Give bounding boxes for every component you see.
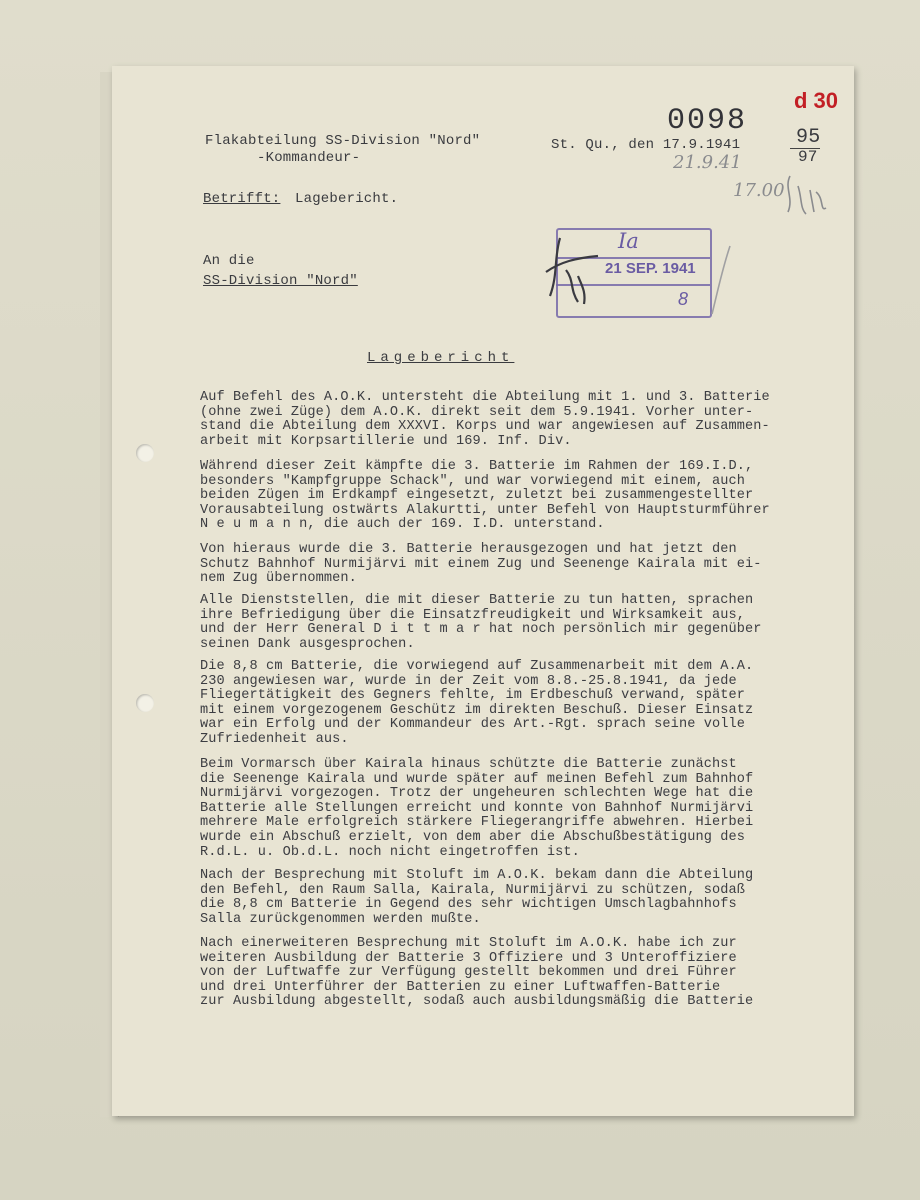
- text-line: mehrere Male erfolgreich stärkere Fliegerangriffe abwehren. Hierbei: [200, 815, 754, 831]
- text-line: beiden Zügen im Erdkampf eingesetzt, zuletzt bei zusammengestellter: [200, 488, 754, 504]
- sender-unit: Flakabteilung SS-Division "Nord": [205, 133, 481, 149]
- page-number-top: 95: [796, 126, 821, 149]
- text-line: Alle Dienststellen, die mit dieser Batterie zu tun hatten, sprachen: [200, 593, 754, 608]
- pencil-date: 21.9.41: [673, 152, 742, 173]
- pencil-stroke: [706, 242, 736, 318]
- document-number: 0098: [667, 104, 748, 138]
- text-line: Auf Befehl des A.O.K. untersteht die Abteilung mit 1. und 3. Batterie: [200, 390, 770, 405]
- text-line: Von hieraus wurde die 3. Batterie herausgezogen und hat jetzt den: [200, 542, 737, 557]
- text-line: war ein Erfolg und der Kommandeur des Art.-Rgt. sprach seine volle: [200, 717, 745, 733]
- text-line: die 8,8 cm Batterie in Gegend des sehr wichtigen Umschlagbahnhofs: [200, 897, 737, 913]
- text-line: ihre Befriedigung über die Einsatzfreudigkeit und Wirksamkeit aus,: [200, 607, 745, 623]
- stamp-number: 8: [678, 289, 689, 309]
- text-line: Beim Vormarsch über Kairala hinaus schützte die Batterie zunächst: [200, 757, 737, 772]
- report-title: Lagebericht: [367, 350, 515, 366]
- text-line: mit einem vorgezogenem Geschütz im direkten Beschuß. Dieser Einsatz: [200, 702, 754, 718]
- text-line: weiteren Ausbildung der Batterie 3 Offiziere und 3 Unteroffiziere: [200, 950, 737, 966]
- text-line: Die 8,8 cm Batterie, die vorwiegend auf Zusammenarbeit mit dem A.A.: [200, 659, 754, 674]
- paragraph-5: [200, 660, 820, 748]
- place-date: St. Qu., den 17.9.1941: [551, 137, 741, 153]
- text-line: Während dieser Zeit kämpfte die 3. Batterie im Rahmen der 169.I.D.,: [200, 459, 754, 474]
- text-line: von der Luftwaffe zur Verfügung gestellt bekommen und drei Führer: [200, 965, 737, 981]
- subject-text: Lagebericht.: [295, 191, 399, 207]
- text-line: (ohne zwei Züge) dem A.O.K. direkt seit dem 5.9.1941. Vorher unter-: [200, 404, 754, 420]
- text-line: N e u m a n n, die auch der 169. I.D. unterstand.: [200, 517, 605, 533]
- text-line: Salla zurückgenommen werden mußte.: [200, 911, 481, 927]
- text-line: Nach einerweiteren Besprechung mit Stoluft im A.O.K. habe ich zur: [200, 936, 737, 951]
- paragraph-7: [200, 869, 820, 927]
- stamp-department: Ia: [618, 229, 639, 253]
- paragraph-3: [200, 543, 820, 587]
- paragraph-6: [200, 758, 820, 860]
- text-line: nem Zug übernommen.: [200, 571, 357, 587]
- text-line: den Befehl, den Raum Salla, Kairala, Nurmijärvi zu schützen, sodaß: [200, 882, 745, 898]
- text-line: arbeit mit Korpsartillerie und 169. Inf. Div.: [200, 433, 572, 449]
- recipient-line1: An die: [203, 253, 255, 269]
- text-line: wurde ein Abschuß erzielt, von dem aber die Abschußbestätigung des: [200, 829, 745, 845]
- text-line: seinen Dank ausgesprochen.: [200, 636, 415, 652]
- punch-hole-top: [136, 444, 154, 462]
- text-line: Nach der Besprechung mit Stoluft im A.O.K. bekam dann die Abteilung: [200, 868, 754, 883]
- paragraph-8: [200, 937, 820, 1010]
- text-line: Zufriedenheit aus.: [200, 731, 349, 747]
- pencil-initials: [780, 168, 830, 220]
- punch-hole-bottom: [136, 694, 154, 712]
- paragraph-4: [200, 594, 820, 652]
- text-line: Nurmijärvi vorgezogen. Trotz der ungeheuren schlechten Wege hat die: [200, 786, 754, 802]
- text-line: und der Herr General D i t t m a r hat noch persönlich mir gegenüber: [200, 622, 762, 638]
- sender-role: -Kommandeur-: [257, 150, 361, 166]
- text-line: stand die Abteilung dem XXXVI. Korps und war angewiesen auf Zusammen-: [200, 419, 770, 435]
- text-line: Batterie alle Stellungen erreicht und konnte von Bahnhof Nurmijärvi: [200, 800, 754, 816]
- text-line: zur Ausbildung abgestellt, sodaß auch ausbildungsmäßig die Batterie: [200, 994, 754, 1010]
- text-line: R.d.L. u. Ob.d.L. noch nicht eingetroffen ist.: [200, 844, 580, 860]
- text-line: 230 angewiesen war, wurde in der Zeit vom 8.8.-25.8.1941, da jede: [200, 673, 737, 689]
- text-line: Fliegertätigkeit des Gegners fehlte, im Erdbeschuß verwand, später: [200, 688, 745, 704]
- subject-label: Betrifft:: [203, 191, 281, 207]
- paragraph-1: [200, 391, 820, 449]
- text-line: besonders "Kampfgruppe Schack", und war vorwiegend mit einem, auch: [200, 473, 745, 489]
- page-number-bottom: 97: [798, 148, 818, 166]
- text-line: die Seenenge Kairala und wurde später auf meinen Befehl zum Bahnhof: [200, 771, 754, 787]
- text-line: Schutz Bahnhof Nurmijärvi mit einem Zug und Seenenge Kairala mit ei-: [200, 556, 762, 572]
- stamp-date: 21 SEP. 1941: [605, 260, 696, 277]
- text-line: Vorausabteilung ostwärts Alakurtti, unter Befehl von Hauptsturmführer: [200, 502, 770, 518]
- pencil-time: 17.00: [733, 180, 785, 201]
- paragraph-2: [200, 460, 820, 533]
- archive-mark: d 30: [794, 88, 839, 113]
- text-line: und drei Unterführer der Batterien zu einer Luftwaffen-Batterie: [200, 979, 721, 995]
- recipient-line2: SS-Division "Nord": [203, 273, 358, 289]
- stamp-signature: [536, 232, 608, 312]
